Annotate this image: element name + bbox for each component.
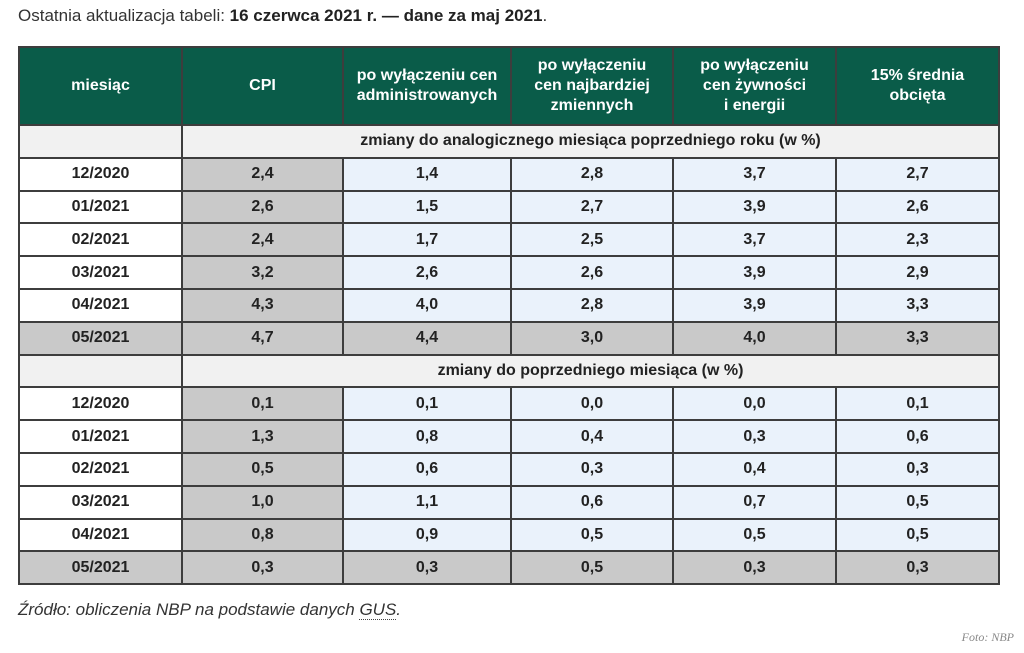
value-cell: 1,7 <box>343 223 511 256</box>
table-row <box>19 387 999 420</box>
column-header <box>836 47 999 125</box>
table-row <box>19 519 999 552</box>
value-cell: 2,7 <box>511 191 673 224</box>
column-header-line: CPI <box>249 77 276 94</box>
gus-link[interactable]: GUS <box>359 600 397 619</box>
value-cell: 0,3 <box>343 551 511 584</box>
month-cell: 05/2021 <box>19 322 182 355</box>
column-header <box>19 47 182 125</box>
table-body <box>19 125 999 584</box>
value-cell: 3,7 <box>673 158 836 191</box>
section-spacer-cell <box>19 125 182 158</box>
data-period: dane za maj 2021 <box>403 6 543 25</box>
value-cell: 3,3 <box>836 289 999 322</box>
value-cell: 0,4 <box>511 420 673 453</box>
value-cell: 3,3 <box>836 322 999 355</box>
value-cell: 0,6 <box>511 486 673 519</box>
column-header <box>343 47 511 125</box>
value-cell: 0,6 <box>343 453 511 486</box>
value-cell: 2,6 <box>343 256 511 289</box>
column-header <box>511 47 673 125</box>
source-suffix: . <box>396 600 402 619</box>
value-cell: 4,3 <box>182 289 343 322</box>
update-note-prefix: Ostatnia aktualizacja tabeli: <box>18 6 230 25</box>
value-cell: 3,7 <box>673 223 836 256</box>
column-header-line: po wyłączeniu <box>700 57 809 74</box>
table-row <box>19 420 999 453</box>
value-cell: 3,9 <box>673 289 836 322</box>
value-cell: 0,3 <box>836 453 999 486</box>
value-cell: 2,3 <box>836 223 999 256</box>
value-cell: 2,8 <box>511 158 673 191</box>
month-cell: 12/2020 <box>19 387 182 420</box>
table-row <box>19 223 999 256</box>
column-header-line: cen najbardziej <box>534 77 650 94</box>
value-cell: 2,8 <box>511 289 673 322</box>
update-note <box>18 6 547 26</box>
month-cell: 04/2021 <box>19 289 182 322</box>
value-cell: 2,4 <box>182 223 343 256</box>
column-header-line: zmiennych <box>550 97 634 114</box>
value-cell: 3,9 <box>673 191 836 224</box>
value-cell: 0,9 <box>343 519 511 552</box>
value-cell: 1,4 <box>343 158 511 191</box>
value-cell: 1,1 <box>343 486 511 519</box>
value-cell: 3,0 <box>511 322 673 355</box>
section-row <box>19 355 999 388</box>
value-cell: 0,3 <box>511 453 673 486</box>
section-row <box>19 125 999 158</box>
value-cell: 3,9 <box>673 256 836 289</box>
inflation-table <box>18 46 1000 585</box>
header-row <box>19 47 999 125</box>
value-cell: 3,2 <box>182 256 343 289</box>
table-row <box>19 256 999 289</box>
value-cell: 1,3 <box>182 420 343 453</box>
value-cell: 0,1 <box>182 387 343 420</box>
value-cell: 0,3 <box>673 551 836 584</box>
value-cell: 2,5 <box>511 223 673 256</box>
update-date: 16 czerwca 2021 r. <box>229 6 378 25</box>
value-cell: 2,4 <box>182 158 343 191</box>
section-label: zmiany do poprzedniego miesiąca (w %) <box>182 355 999 388</box>
column-header-line: administrowanych <box>356 87 498 104</box>
table-row <box>19 289 999 322</box>
value-cell: 0,8 <box>343 420 511 453</box>
value-cell: 4,0 <box>673 322 836 355</box>
month-cell: 05/2021 <box>19 551 182 584</box>
column-header-line: obcięta <box>889 87 946 104</box>
column-header-line: i energii <box>723 97 786 114</box>
month-cell: 01/2021 <box>19 191 182 224</box>
value-cell: 4,7 <box>182 322 343 355</box>
value-cell: 0,5 <box>511 551 673 584</box>
value-cell: 0,5 <box>673 519 836 552</box>
value-cell: 0,5 <box>836 519 999 552</box>
value-cell: 1,0 <box>182 486 343 519</box>
update-note-suffix: . <box>542 6 548 25</box>
value-cell: 2,6 <box>511 256 673 289</box>
table-header <box>19 47 999 125</box>
value-cell: 2,7 <box>836 158 999 191</box>
section-spacer-cell <box>19 355 182 388</box>
column-header-line: 15% średnia <box>870 67 965 84</box>
column-header-line: cen żywności <box>702 77 807 94</box>
month-cell: 12/2020 <box>19 158 182 191</box>
value-cell: 0,0 <box>673 387 836 420</box>
value-cell: 0,7 <box>673 486 836 519</box>
column-header-line: po wyłączeniu <box>537 57 647 74</box>
value-cell: 2,9 <box>836 256 999 289</box>
table-row <box>19 322 999 355</box>
column-header-line: po wyłączeniu cen <box>356 67 498 84</box>
photo-credit: Foto: NBP <box>961 630 1014 644</box>
value-cell: 1,5 <box>343 191 511 224</box>
value-cell: 0,6 <box>836 420 999 453</box>
value-cell: 2,6 <box>182 191 343 224</box>
month-cell: 02/2021 <box>19 453 182 486</box>
value-cell: 0,0 <box>511 387 673 420</box>
column-header-line: miesiąc <box>71 77 130 94</box>
value-cell: 0,4 <box>673 453 836 486</box>
value-cell: 0,5 <box>182 453 343 486</box>
update-separator: — <box>377 6 404 25</box>
table-row <box>19 191 999 224</box>
column-header <box>182 47 343 125</box>
table-row <box>19 158 999 191</box>
table-row <box>19 453 999 486</box>
value-cell: 0,3 <box>836 551 999 584</box>
value-cell: 0,3 <box>182 551 343 584</box>
value-cell: 2,6 <box>836 191 999 224</box>
value-cell: 0,1 <box>343 387 511 420</box>
section-label: zmiany do analogicznego miesiąca poprzedniego roku (w %) <box>182 125 999 158</box>
source-prefix: Źródło: obliczenia NBP na podstawie danych <box>18 600 360 619</box>
value-cell: 4,4 <box>343 322 511 355</box>
month-cell: 03/2021 <box>19 486 182 519</box>
column-header <box>673 47 836 125</box>
value-cell: 0,1 <box>836 387 999 420</box>
table-row <box>19 486 999 519</box>
month-cell: 03/2021 <box>19 256 182 289</box>
value-cell: 0,8 <box>182 519 343 552</box>
table-row <box>19 551 999 584</box>
value-cell: 0,5 <box>511 519 673 552</box>
source-note <box>18 600 401 620</box>
month-cell: 02/2021 <box>19 223 182 256</box>
value-cell: 0,3 <box>673 420 836 453</box>
month-cell: 04/2021 <box>19 519 182 552</box>
value-cell: 0,5 <box>836 486 999 519</box>
value-cell: 4,0 <box>343 289 511 322</box>
month-cell: 01/2021 <box>19 420 182 453</box>
